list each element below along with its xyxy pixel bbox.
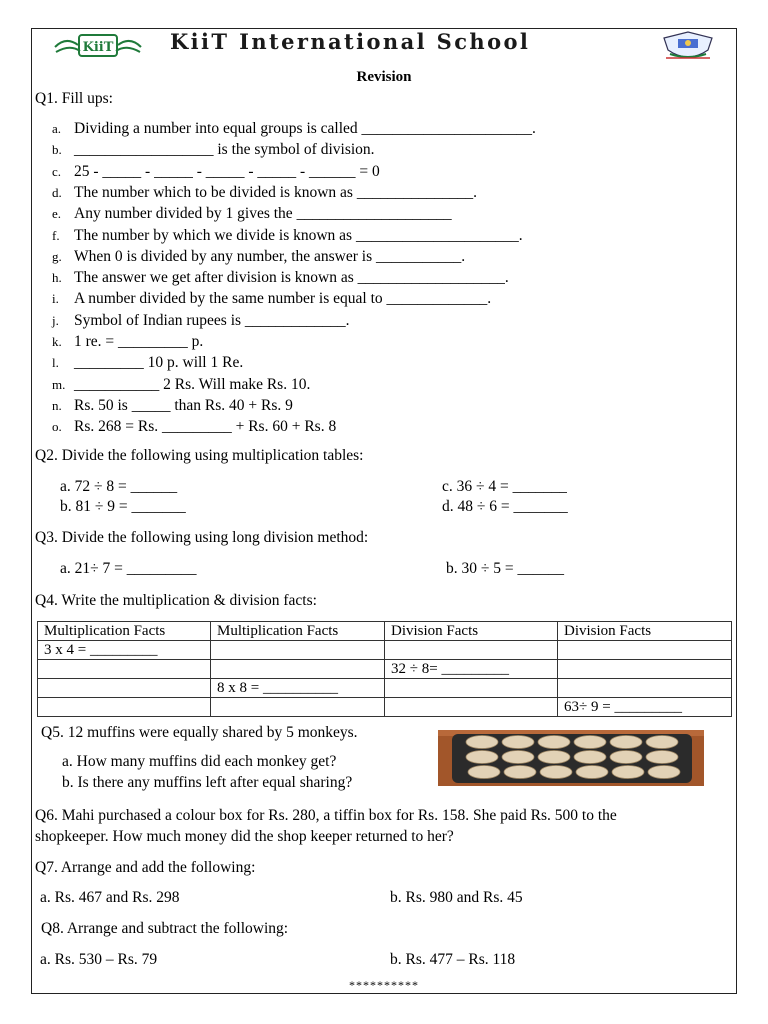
q1-item bbox=[52, 354, 243, 372]
q8-item-b: b. Rs. 477 – Rs. 118 bbox=[390, 951, 516, 968]
table-row bbox=[38, 679, 732, 698]
q1-item-text: ___________ 2 Rs. Will make Rs. 10. bbox=[74, 375, 311, 393]
q2-item-d: d. 48 ÷ 6 = _______ bbox=[442, 498, 568, 515]
table-header-cell: Division Facts bbox=[385, 622, 558, 641]
table-cell bbox=[558, 660, 732, 679]
table-cell: 32 ÷ 8= _________ bbox=[385, 660, 558, 679]
q1-item-letter: c. bbox=[52, 163, 62, 179]
table-cell bbox=[385, 679, 558, 698]
muffin bbox=[502, 751, 534, 764]
q2-heading: Q2. Divide the following using multiplication tables: bbox=[35, 447, 364, 464]
table-cell bbox=[211, 698, 385, 717]
q1-item-letter: a. bbox=[52, 121, 62, 136]
muffin bbox=[466, 736, 498, 749]
q1-item-letter: e. bbox=[52, 206, 62, 222]
muffin bbox=[468, 766, 500, 779]
q1-item-text: 25 - _____ - _____ - _____ - _____ - ______ = 0 bbox=[74, 162, 380, 180]
q1-item-text: _________ 10 p. will 1 Re. bbox=[74, 354, 244, 372]
school-name: KiiT International School bbox=[170, 29, 531, 54]
q2-item-c: c. 36 ÷ 4 = _______ bbox=[442, 478, 567, 495]
q1-item bbox=[52, 269, 509, 287]
q1-item-letter: j. bbox=[52, 312, 59, 328]
muffin bbox=[574, 736, 606, 749]
q6-line-1: Q6. Mahi purchased a colour box for Rs. 280, a tiffin box for Rs. 158. She paid Rs. 500 to the bbox=[35, 807, 617, 824]
muffin bbox=[466, 751, 498, 764]
q1-item-text: The answer we get after division is known as ___________________. bbox=[74, 269, 509, 287]
q1-item-letter: d. bbox=[52, 184, 62, 200]
q1-item-text: Dividing a number into equal groups is called ______________________. bbox=[74, 120, 536, 137]
q7-heading: Q7. Arrange and add the following: bbox=[35, 859, 256, 876]
table-cell bbox=[38, 698, 211, 717]
q1-item-text: Rs. 50 is _____ than Rs. 40 + Rs. 9 bbox=[74, 396, 293, 414]
q7-item-a: a. Rs. 467 and Rs. 298 bbox=[40, 889, 180, 906]
q5-heading: Q5. 12 muffins were equally shared by 5 monkeys. bbox=[41, 724, 358, 741]
q5-item-a: a. How many muffins did each monkey get? bbox=[62, 753, 337, 770]
q3-heading: Q3. Divide the following using long division method: bbox=[35, 529, 369, 546]
q1-item-letter: o. bbox=[52, 419, 62, 435]
school-logo-left bbox=[52, 32, 144, 67]
q1-item-letter: g. bbox=[52, 248, 62, 264]
table-header-cell: Multiplication Facts bbox=[211, 622, 385, 641]
q1-item bbox=[52, 120, 536, 138]
q8-item-a: a. Rs. 530 – Rs. 79 bbox=[40, 951, 158, 968]
table-cell bbox=[558, 641, 732, 660]
muffin bbox=[574, 751, 606, 764]
q1-item bbox=[52, 290, 491, 308]
q1-item-letter: l. bbox=[52, 355, 59, 371]
q1-item bbox=[52, 141, 375, 159]
q1-item-text: Any number divided by 1 gives the ____________________ bbox=[74, 205, 452, 223]
q1-item bbox=[52, 163, 380, 181]
muffin bbox=[610, 736, 642, 749]
q3-item-a: a. 21÷ 7 = _________ bbox=[60, 560, 197, 577]
table-header-cell: Multiplication Facts bbox=[38, 622, 211, 641]
muffin bbox=[502, 736, 534, 749]
table-cell bbox=[558, 679, 732, 698]
q1-item bbox=[52, 312, 350, 330]
q1-item-letter: f. bbox=[52, 227, 60, 243]
q1-item-text: A number divided by the same number is equal to _____________. bbox=[74, 290, 492, 308]
q7-item-b: b. Rs. 980 and Rs. 45 bbox=[390, 889, 523, 906]
q6-line-2: shopkeeper. How much money did the shop keeper returned to her? bbox=[35, 828, 454, 845]
q1-item-text: The number which to be divided is known as _______________. bbox=[74, 183, 477, 201]
page-title: Revision bbox=[356, 69, 412, 85]
q1-item bbox=[52, 248, 465, 266]
q5-item-b: b. Is there any muffins left after equal sharing? bbox=[62, 774, 353, 791]
school-crest-icon bbox=[660, 30, 716, 69]
q1-item-letter: k. bbox=[52, 334, 62, 349]
q1-item bbox=[52, 418, 336, 436]
q1-item-text: 1 re. = _________ p. bbox=[74, 333, 204, 350]
table-row bbox=[38, 641, 732, 660]
q1-item bbox=[52, 397, 293, 415]
q1-item bbox=[52, 376, 310, 394]
q1-item-letter: b. bbox=[52, 142, 62, 158]
q1-item bbox=[52, 227, 523, 245]
q2-item-a: a. 72 ÷ 8 = ______ bbox=[60, 478, 178, 495]
table-row bbox=[38, 660, 732, 679]
q1-item-text: The number by which we divide is known as _____________________. bbox=[74, 226, 523, 244]
table-cell bbox=[38, 660, 211, 679]
muffin bbox=[646, 736, 678, 749]
muffin bbox=[504, 766, 536, 779]
q1-item-letter: h. bbox=[52, 270, 62, 286]
muffin bbox=[538, 736, 570, 749]
facts-table bbox=[37, 621, 732, 717]
footer-stars: ********** bbox=[349, 978, 419, 992]
muffin bbox=[576, 766, 608, 779]
q1-item bbox=[52, 205, 452, 223]
q1-item-text: Symbol of Indian rupees is _____________. bbox=[74, 311, 350, 329]
table-cell bbox=[38, 679, 211, 698]
q1-item-text: Rs. 268 = Rs. _________ + Rs. 60 + Rs. 8 bbox=[74, 418, 337, 436]
table-header-cell: Division Facts bbox=[558, 622, 732, 641]
q1-item-letter: n. bbox=[52, 397, 62, 413]
muffin bbox=[612, 766, 644, 779]
q1-item-text: __________________ is the symbol of division. bbox=[74, 141, 375, 159]
q4-heading: Q4. Write the multiplication & division facts: bbox=[35, 592, 317, 609]
muffin bbox=[538, 751, 570, 764]
q1-item-text: When 0 is divided by any number, the answer is ___________. bbox=[74, 247, 466, 265]
table-cell: 8 x 8 = __________ bbox=[211, 679, 385, 698]
table-cell bbox=[211, 660, 385, 679]
muffin bbox=[610, 751, 642, 764]
q3-item-b: b. 30 ÷ 5 = ______ bbox=[446, 560, 564, 577]
muffin bbox=[646, 751, 678, 764]
q1-heading: Q1. Fill ups: bbox=[35, 90, 113, 107]
table-cell: 63÷ 9 = _________ bbox=[558, 698, 732, 717]
table-row bbox=[38, 698, 732, 717]
muffin bbox=[648, 766, 680, 779]
svg-text:KiiT: KiiT bbox=[82, 40, 114, 55]
q8-heading: Q8. Arrange and subtract the following: bbox=[41, 920, 289, 937]
q1-item-letter: m. bbox=[52, 376, 66, 392]
muffin-tray-image bbox=[438, 730, 704, 791]
table-cell bbox=[385, 641, 558, 660]
table-cell: 3 x 4 = _________ bbox=[38, 641, 211, 660]
table-cell bbox=[385, 698, 558, 717]
table-cell bbox=[211, 641, 385, 660]
q1-item-letter: i. bbox=[52, 291, 59, 307]
q1-item bbox=[52, 333, 203, 351]
q2-item-b: b. 81 ÷ 9 = _______ bbox=[60, 498, 186, 515]
muffin bbox=[540, 766, 572, 779]
q1-item bbox=[52, 184, 477, 202]
